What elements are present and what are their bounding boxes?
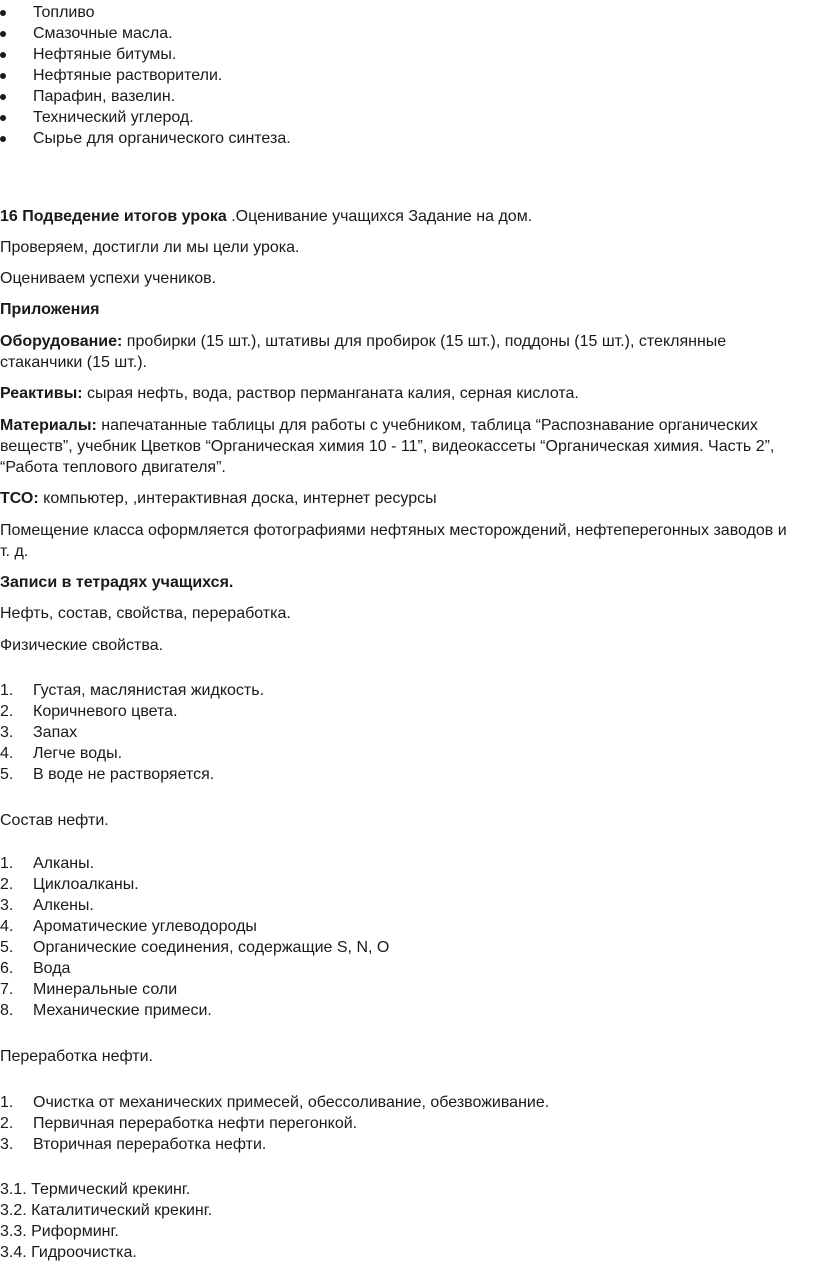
list-item: 2. Коричневого цвета. xyxy=(0,703,178,720)
list-item: 7. Минеральные соли xyxy=(0,981,178,998)
processing-list xyxy=(0,1092,800,1155)
list-item: Парафин, вазелин. xyxy=(0,86,291,107)
list-item: Технический углерод. xyxy=(0,107,291,128)
bullet-icon xyxy=(0,73,6,79)
composition-title: Состав нефти. xyxy=(0,812,109,829)
materials-paragraph: Материалы: напечатанные таблицы для работы с учебником, таблица “Распознавание органических веществ”, учебник Цветков “Органическая химия 10 - 11”, видеокассеты “Органическая химия. Часть 2”, “Работа теплового двигателя”. xyxy=(0,417,775,476)
physical-properties-title: Физические свойства. xyxy=(0,637,164,654)
list-item: Смазочные масла. xyxy=(0,23,291,44)
reagents-paragraph: Реактивы: сырая нефть, вода, раствор перманганата калия, серная кислота. xyxy=(0,385,579,402)
evaluate-text: Оцениваем успехи учеников. xyxy=(0,270,217,287)
list-item: 3.1. Термический крекинг. xyxy=(0,1181,191,1198)
bullet-icon xyxy=(0,52,6,58)
list-item: 2. Циклоалканы. xyxy=(0,876,139,893)
list-item: 3. Запах xyxy=(0,724,78,741)
list-item: 1. Алканы. xyxy=(0,855,95,872)
list-item: 8. Механические примеси. xyxy=(0,1002,212,1019)
physical-properties-list xyxy=(0,680,800,785)
list-item: 1. Очистка от механических примесей, обессоливание, обезвоживание. xyxy=(0,1094,550,1111)
appendix-title: Приложения xyxy=(0,301,100,318)
oil-topic: Нефть, состав, свойства, переработка. xyxy=(0,605,291,622)
list-item: 3.3. Риформинг. xyxy=(0,1223,119,1240)
list-item: Топливо xyxy=(0,2,291,23)
list-item: 6. Вода xyxy=(0,960,71,977)
list-item: 3.2. Каталитический крекинг. xyxy=(0,1202,213,1219)
list-item: Сырье для органического синтеза. xyxy=(0,128,291,149)
products-bullet-list xyxy=(0,2,291,149)
room-paragraph: Помещение класса оформляется фотографиями нефтяных месторождений, нефтеперегонных заводов и т. д. xyxy=(0,522,787,560)
bullet-icon xyxy=(0,136,6,142)
list-item: 2. Первичная переработка нефти перегонкой. xyxy=(0,1115,358,1132)
list-item: Нефтяные растворители. xyxy=(0,65,291,86)
equipment-paragraph: Оборудование: пробирки (15 шт.), штативы для пробирок (15 шт.), поддоны (15 шт.), стеклянные стаканчики (15 шт.). xyxy=(0,333,727,371)
list-item: 1. Густая, маслянистая жидкость. xyxy=(0,682,265,699)
composition-list xyxy=(0,853,800,1021)
list-item: 3. Алкены. xyxy=(0,897,94,914)
processing-title: Переработка нефти. xyxy=(0,1048,153,1065)
tso-paragraph: ТСО: компьютер, ,интерактивная доска, интернет ресурсы xyxy=(0,490,437,507)
list-item: 3.4. Гидроочистка. xyxy=(0,1244,137,1261)
list-item: 4. Ароматические углеводороды xyxy=(0,918,257,935)
list-item: Нефтяные битумы. xyxy=(0,44,291,65)
notes-title: Записи в тетрадях учащихся. xyxy=(0,574,234,591)
bullet-icon xyxy=(0,31,6,37)
check-goals-text: Проверяем, достигли ли мы цели урока. xyxy=(0,239,300,256)
list-item: 5. Органические соединения, содержащие S, N, O xyxy=(0,939,390,956)
bullet-icon xyxy=(0,10,6,16)
bullet-icon xyxy=(0,94,6,100)
list-item: 3. Вторичная переработка нефти. xyxy=(0,1136,267,1153)
secondary-processing-list xyxy=(0,1179,800,1263)
section-16-heading: 16 Подведение итогов урока .Оценивание учащихся Задание на дом. xyxy=(0,208,533,225)
bullet-icon xyxy=(0,115,6,121)
list-item: 5. В воде не растворяется. xyxy=(0,766,215,783)
list-item: 4. Легче воды. xyxy=(0,745,123,762)
